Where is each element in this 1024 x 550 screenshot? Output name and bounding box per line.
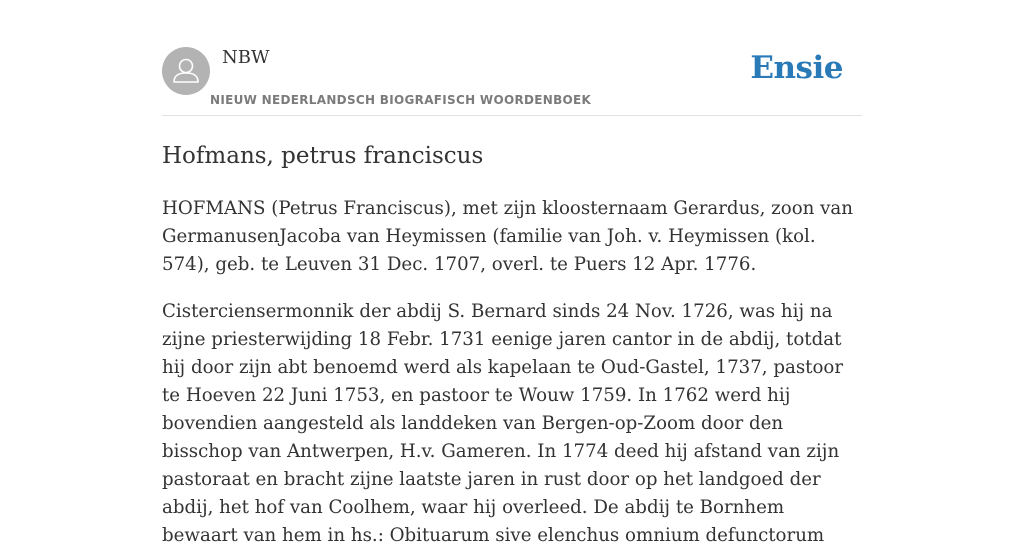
article-body bbox=[162, 195, 862, 550]
source-full-name: NIEUW NEDERLANDSCH BIOGRAFISCH WOORDENBOEK bbox=[210, 93, 592, 107]
page bbox=[162, 0, 862, 550]
source-avatar[interactable] bbox=[162, 47, 210, 95]
article-paragraph: HOFMANS (Petrus Franciscus), met zijn kloosternaam Gerardus, zoon van GermanusenJacoba van Heymissen (familie van Joh. v. Heymissen (kol. 574), geb. te Leuven 31 Dec. 1707, overl. te Puers 12 Apr. 1776. bbox=[162, 198, 853, 275]
article-paragraph: Cisterciensermonnik der abdij S. Bernard sinds 24 Nov. 1726, was hij na zijne priesterwijding 18 Febr. 1731 eenige jaren cantor in de abdij, totdat hij door zijn abt benoemd werd als kapelaan te Oud-Gastel, 1737, pastoor te Hoeven 22 Juni 1753, en pastoor te Wouw 1759. In 1762 werd hij bovendien aangesteld als landdeken van Bergen-op-Zoom door den bisschop van Antwerpen, H.v. Gameren. In 1774 deed hij afstand van zijn pastoraat en bracht zijne laatste jaren in rust door op het landgoed der abdij, het hof van Coolhem, waar hij overleed. De abdij te Bornhem bewaart van hem in hs.: Obituarum sive elenchus omnium defunctorum bbox=[162, 301, 844, 546]
article-title: Hofmans, petrus franciscus bbox=[162, 143, 484, 169]
user-silhouette-icon bbox=[162, 47, 210, 95]
brand-logo-link[interactable]: Ensie bbox=[750, 50, 843, 86]
source-name-link[interactable]: NBW bbox=[222, 47, 270, 68]
header bbox=[162, 46, 862, 116]
